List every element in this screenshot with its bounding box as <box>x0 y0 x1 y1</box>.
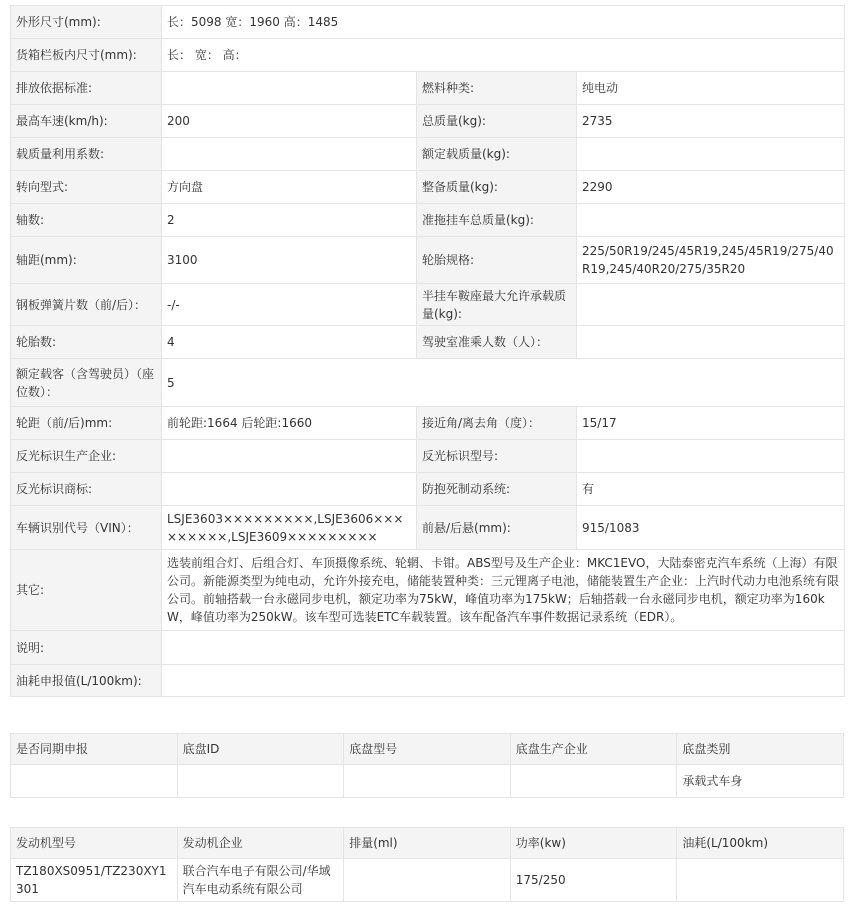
spec-value: 4 <box>162 326 417 359</box>
spec-value: 前轮距:1664 后轮距:1660 <box>162 407 417 440</box>
chassis-cell: 承载式车身 <box>677 765 844 798</box>
spec-value <box>577 284 845 326</box>
spec-value: 3100 <box>162 237 417 284</box>
spec-row <box>11 284 845 326</box>
spec-row <box>11 631 845 665</box>
spec-label: 整备质量(kg): <box>417 171 577 204</box>
spec-label: 最高车速(km/h): <box>11 105 162 138</box>
spec-label: 货箱栏板内尺寸(mm): <box>11 39 162 72</box>
spec-value <box>162 72 417 105</box>
spec-value: 选装前组合灯、后组合灯、车顶摄像系统、轮辋、卡钳。ABS型号及生产企业：MKC1EVO，大陆泰密克汽车系统（上海）有限公司。新能源类型为纯电动，允许外接充电，储能装置种类：三元锂离子电池，储能装置生产企业：上汽时代动力电池系统有限公司。前轴搭载一台永磁同步电机，额定功率为75kW，峰值功率为175kW；后轴搭载一台永磁同步电机，额定功率为160kW，峰值功率为250kW。该车型可选装ETC车载装置。该车配备汽车事件数据记录系统（EDR）。 <box>162 550 845 631</box>
engine-cell <box>677 859 844 902</box>
spec-label: 前悬/后悬(mm): <box>417 506 577 550</box>
spec-row <box>11 550 845 631</box>
spec-label: 驾驶室准乘人数（人）： <box>417 326 577 359</box>
spec-row <box>11 171 845 204</box>
spec-value <box>162 665 845 697</box>
spec-value <box>162 473 417 506</box>
engine-header-row <box>11 828 844 859</box>
spec-row <box>11 473 845 506</box>
chassis-cell <box>11 765 178 798</box>
spec-value: 915/1083 <box>577 506 845 550</box>
spec-value <box>577 326 845 359</box>
engine-cell: 175/250 <box>510 859 677 902</box>
chassis-cell <box>344 765 511 798</box>
spec-value: 200 <box>162 105 417 138</box>
spec-label: 外形尺寸(mm): <box>11 6 162 39</box>
engine-table <box>10 827 844 902</box>
spec-value: 2 <box>162 204 417 237</box>
engine-header-cell: 发动机型号 <box>11 828 178 859</box>
spec-row <box>11 72 845 105</box>
chassis-header-cell: 底盘ID <box>177 734 344 765</box>
spec-label: 反光标识型号: <box>417 440 577 473</box>
spec-value: LSJE3603×××××××××,LSJE3606×××××××××,LSJE3609××××××××× <box>162 506 417 550</box>
spec-row <box>11 204 845 237</box>
spec-label: 载质量利用系数: <box>11 138 162 171</box>
engine-cell <box>344 859 511 902</box>
spec-label: 轴距(mm): <box>11 237 162 284</box>
chassis-header-cell: 底盘类别 <box>677 734 844 765</box>
spec-label: 轮胎规格: <box>417 237 577 284</box>
spec-label: 额定载客（含驾驶员）（座位数）： <box>11 359 162 407</box>
spec-label: 车辆识别代号（VIN）： <box>11 506 162 550</box>
spec-table <box>10 5 845 697</box>
spec-label: 半挂车鞍座最大允许承载质量(kg): <box>417 284 577 326</box>
spec-value <box>577 204 845 237</box>
spec-value: -/- <box>162 284 417 326</box>
spec-value <box>162 138 417 171</box>
spec-value <box>162 631 845 665</box>
spec-label: 说明: <box>11 631 162 665</box>
spec-row <box>11 105 845 138</box>
spec-label: 反光标识商标: <box>11 473 162 506</box>
spec-value: 2290 <box>577 171 845 204</box>
spec-value: 15/17 <box>577 407 845 440</box>
spec-row <box>11 407 845 440</box>
engine-header-cell: 油耗(L/100km) <box>677 828 844 859</box>
spec-row <box>11 506 845 550</box>
spec-label: 转向型式: <box>11 171 162 204</box>
spec-value <box>577 440 845 473</box>
spec-label: 接近角/离去角（度）： <box>417 407 577 440</box>
chassis-header-cell: 底盘型号 <box>344 734 511 765</box>
spec-row <box>11 138 845 171</box>
spec-value: 长： 宽： 高： <box>162 39 845 72</box>
spec-value: 方向盘 <box>162 171 417 204</box>
spec-label: 总质量(kg): <box>417 105 577 138</box>
spec-label: 钢板弹簧片数（前/后）： <box>11 284 162 326</box>
chassis-header-row <box>11 734 844 765</box>
chassis-table <box>10 733 844 798</box>
spec-label: 防抱死制动系统: <box>417 473 577 506</box>
spec-value: 纯电动 <box>577 72 845 105</box>
chassis-header-cell: 是否同期申报 <box>11 734 178 765</box>
spec-row <box>11 665 845 697</box>
spec-label: 排放依据标准: <box>11 72 162 105</box>
spec-value: 长：5098 宽：1960 高：1485 <box>162 6 845 39</box>
engine-cell: TZ180XS0951/TZ230XY1301 <box>11 859 178 902</box>
engine-data-row <box>11 859 844 902</box>
chassis-cell <box>177 765 344 798</box>
spec-row <box>11 39 845 72</box>
engine-header-cell: 发动机企业 <box>177 828 344 859</box>
engine-header-cell: 排量(ml) <box>344 828 511 859</box>
chassis-cell <box>510 765 677 798</box>
spec-label: 额定载质量(kg): <box>417 138 577 171</box>
spec-value <box>162 440 417 473</box>
engine-header-cell: 功率(kw) <box>510 828 677 859</box>
spec-row <box>11 359 845 407</box>
spec-label: 其它: <box>11 550 162 631</box>
spec-label: 反光标识生产企业: <box>11 440 162 473</box>
spec-label: 燃料种类: <box>417 72 577 105</box>
spec-value: 有 <box>577 473 845 506</box>
chassis-header-cell: 底盘生产企业 <box>510 734 677 765</box>
spec-label: 轮距（前/后)mm: <box>11 407 162 440</box>
spec-row <box>11 237 845 284</box>
spec-row <box>11 6 845 39</box>
spec-label: 轴数: <box>11 204 162 237</box>
spec-value: 5 <box>162 359 845 407</box>
spec-label: 准拖挂车总质量(kg): <box>417 204 577 237</box>
spec-value <box>577 138 845 171</box>
spec-label: 轮胎数: <box>11 326 162 359</box>
spec-label: 油耗申报值(L/100km): <box>11 665 162 697</box>
spec-row <box>11 326 845 359</box>
spec-row <box>11 440 845 473</box>
spec-value: 225/50R19/245/45R19,245/45R19/275/40R19,245/40R20/275/35R20 <box>577 237 845 284</box>
chassis-data-row <box>11 765 844 798</box>
engine-cell: 联合汽车电子有限公司/华域汽车电动系统有限公司 <box>177 859 344 902</box>
spec-value: 2735 <box>577 105 845 138</box>
